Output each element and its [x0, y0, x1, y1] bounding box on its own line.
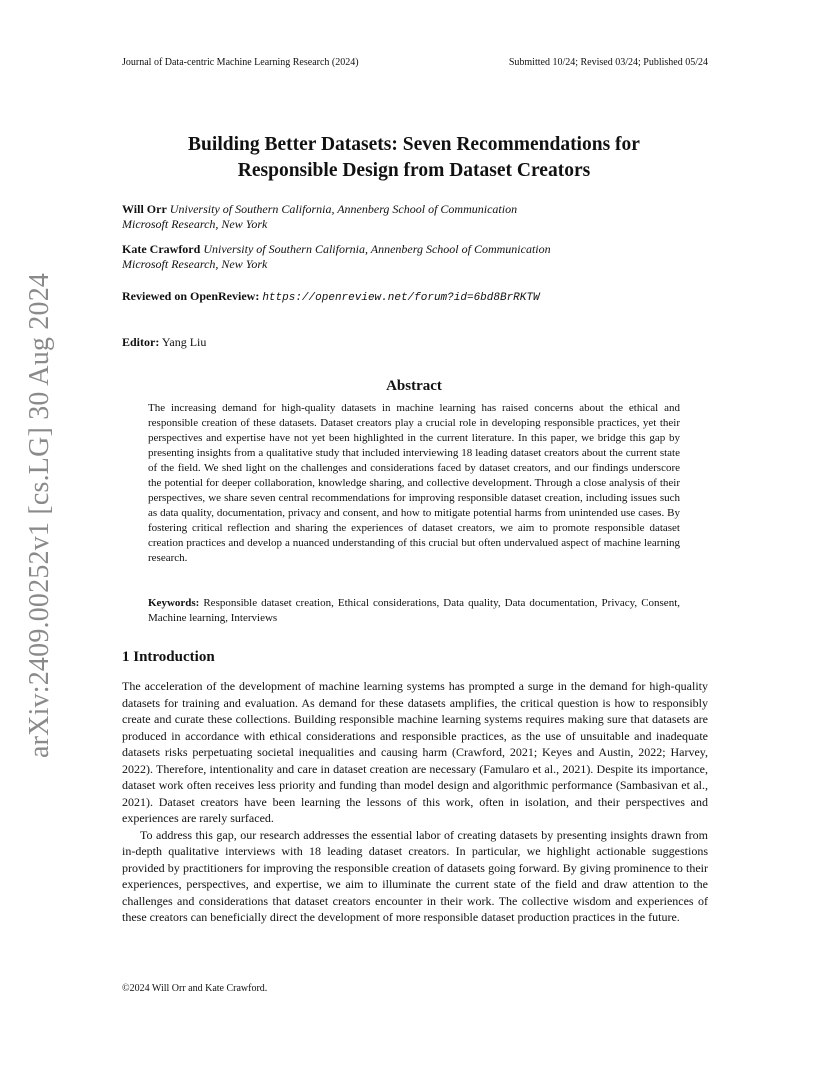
submission-dates: Submitted 10/24; Revised 03/24; Published 05/24: [508, 57, 708, 68]
author-affiliation: University of Southern California, Annenberg School of Communication: [203, 242, 551, 256]
section-heading: 1 Introduction: [122, 649, 215, 665]
intro-paragraph-1: The acceleration of the development of machine learning systems has prompted a surge in the demand for high-quality datasets for training and evaluation. As demand for these datasets amplifies, the critical question is how to responsibly create and curate these collections. Building responsible machine learning systems requires making sure that datasets are produced in accordance with ethical considerations and responsible practices, as the use of unsuitable and inadequate datasets risks perpetuating societal inequalities and causing harm (Crawford, 2021; Keyes and Austin, 2022; Harvey, 2022). Therefore, intentionality and care in dataset creation are necessary (Famularo et al., 2021). Despite its importance, dataset work often receives less priority and funding than model design and algorithmic performance (Sambasivan et al., 2021). Dataset creators have been learning the lessons of this work, often in isolation, and their perspectives and experiences are rarely surfaced.: [122, 679, 708, 825]
author-affiliation-secondary: Microsoft Research, New York: [122, 257, 268, 271]
keywords-label: Keywords:: [148, 597, 200, 609]
editor-label: Editor:: [122, 335, 160, 349]
keywords-list: Responsible dataset creation, Ethical considerations, Data quality, Data documentation, Privacy, Consent, Machine learning, Interviews: [148, 597, 680, 624]
editor-line: [122, 335, 206, 350]
abstract-heading: Abstract: [386, 378, 442, 394]
intro-paragraph-2: To address this gap, our research addresses the essential labor of creating datasets by presenting insights drawn from in-depth qualitative interviews with 18 leading dataset creators. In particular, we highlight actionable suggestions provided by practitioners for improving the responsible creation of datasets going forward. By giving prominence to their experiences, perspectives, and expertise, we aim to illuminate the current state of the field and draw attention to the challenges and considerations that dataset creators encounter in their work. The collective wisdom and experiences of these creators can beneficially direct the development of more responsible dataset production practices in the future.: [122, 827, 708, 924]
author-entry: [122, 242, 712, 272]
editor-name: Yang Liu: [161, 335, 207, 349]
title-line-2: Responsible Design from Dataset Creators: [237, 160, 591, 181]
author-block: [122, 202, 712, 282]
review-line: [122, 289, 540, 304]
author-entry: [122, 202, 712, 232]
review-label: Reviewed on OpenReview:: [122, 289, 260, 303]
copyright-footer: ©2024 Will Orr and Kate Crawford.: [122, 983, 268, 994]
author-name: Will Orr: [122, 202, 167, 216]
introduction-body: [122, 678, 708, 926]
paper-title: [122, 132, 706, 184]
keywords: [148, 596, 680, 626]
author-affiliation-secondary: Microsoft Research, New York: [122, 217, 268, 231]
openreview-link[interactable]: https://openreview.net/forum?id=6bd8BrRKTW: [262, 292, 540, 304]
journal-header: Journal of Data-centric Machine Learning Research (2024): [122, 57, 359, 68]
author-name: Kate Crawford: [122, 242, 201, 256]
title-line-1: Building Better Datasets: Seven Recommendations for: [188, 134, 640, 155]
abstract-text: The increasing demand for high-quality datasets in machine learning has raised concerns about the ethical and responsible creation of these datasets. Dataset creators play a crucial role in developing responsible practices, yet their perspectives and expertise have not yet been highlighted in the current literature. In this paper, we bridge this gap by presenting insights from a qualitative study that included interviewing 18 leading dataset creators about the current state of the field. We shed light on the challenges and considerations faced by dataset creators, and our findings underscore the potential for deeper collaboration, knowledge sharing, and collective development. Through a close analysis of their perspectives, we share seven central recommendations for improving responsible dataset creation, including issues such as data quality, documentation, privacy and consent, and how to mitigate potential harms from unintended use cases. By fostering critical reflection and sharing the experiences of dataset creators, we aim to promote responsible dataset creation practices and develop a nuanced understanding of this crucial but often undervalued aspect of machine learning research.: [148, 402, 680, 564]
author-affiliation: University of Southern California, Annenberg School of Communication: [169, 202, 518, 216]
arxiv-sidebar-stamp: arXiv:2409.00252v1 [cs.LG] 30 Aug 2024: [24, 272, 55, 758]
